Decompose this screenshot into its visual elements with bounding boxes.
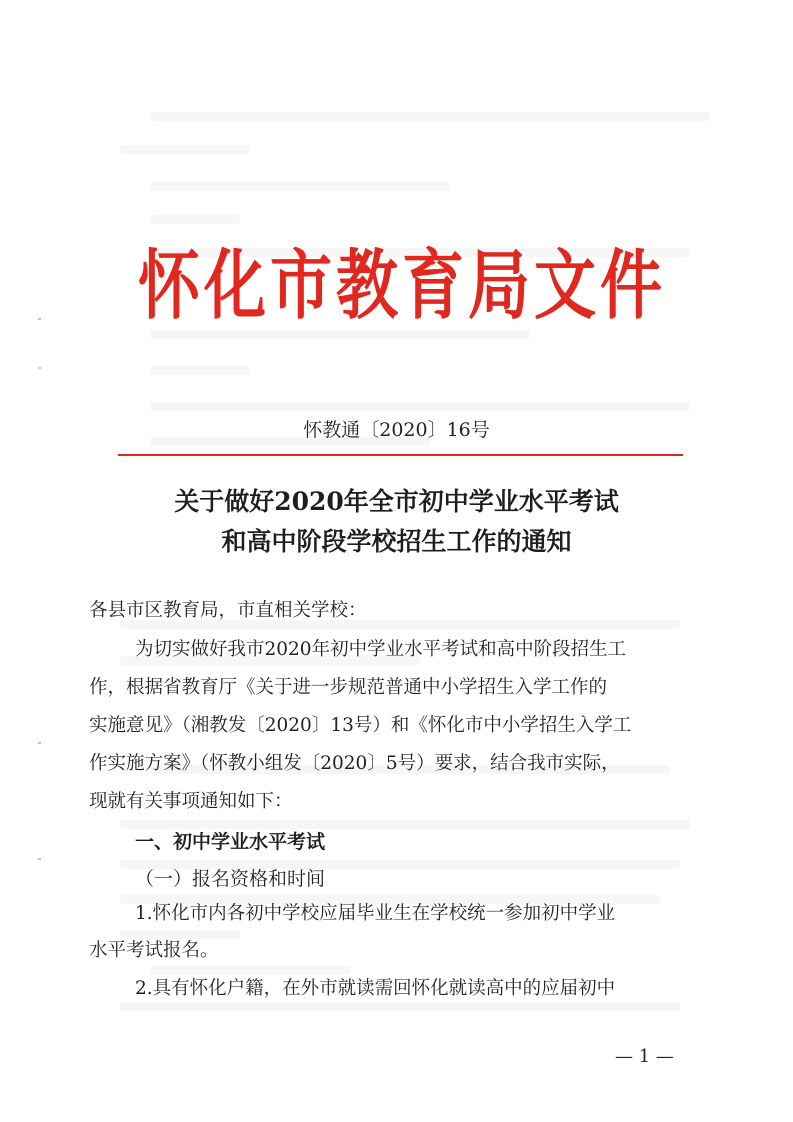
subsection-heading: （一）报名资格和时间 [135,868,326,890]
intro-line: 作实施方案》（怀教小组发〔2020〕5号）要求，结合我市实际， [89,753,620,774]
list-item-line: 水平考试报名。 [89,940,219,961]
scan-speck [38,858,41,860]
document-title-line-2: 和高中阶段学校招生工作的通知 [221,527,572,556]
intro-line: 现就有关事项通知如下： [89,791,293,812]
intro-line: 为切实做好我市2020年初中学业水平考试和高中阶段招生工 [135,639,627,660]
document-title-line-1: 关于做好2020年全市初中学业水平考试 [174,487,619,516]
list-item-line: 1.怀化市内各初中学校应届毕业生在学校统一参加初中学业 [135,903,616,924]
intro-line: 作，根据省教育厅《关于进一步规范普通中小学招生入学工作的 [89,677,608,698]
intro-line: 实施意见》（湘教发〔2020〕13号）和《怀化市中小学招生入学工 [89,715,632,736]
salutation: 各县市区教育局，市直相关学校： [89,600,367,621]
scan-speck [38,318,41,320]
list-item-line: 2.具有怀化户籍，在外市就读需回怀化就读高中的应届初中 [135,978,616,999]
scan-speck [38,367,41,369]
page-number: — 1 — [615,1046,674,1067]
document-number: 怀教通〔2020〕16号 [303,419,490,441]
document-masthead: 怀化市教育局文件 [138,240,667,330]
section-heading: 一、初中学业水平考试 [135,831,326,853]
masthead-red-divider [118,454,683,456]
scan-speck [38,742,41,744]
